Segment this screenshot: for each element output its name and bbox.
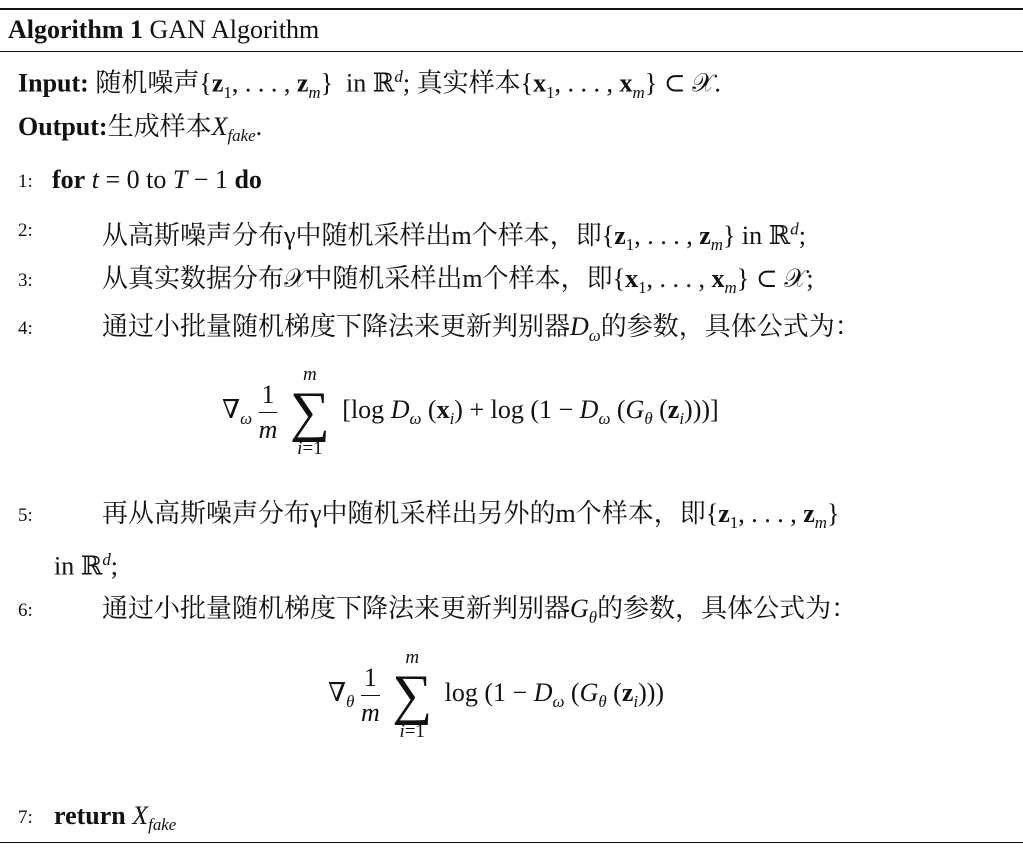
step-number: 6:	[18, 600, 33, 621]
step-suffix: 的参数，具体公式为：	[597, 594, 858, 623]
caption-rule	[0, 51, 1023, 52]
step-4: 4: 通过小批量随机梯度下降法来更新判别器$D_\omega$的参数，具体公式为：	[18, 312, 861, 346]
step-text: 从高斯噪声分布γ中随机采样出m个样本，即	[102, 220, 602, 250]
step-6: 6: 通过小批量随机梯度下降法来更新判别器$G_\theta$的参数，具体公式为：	[18, 594, 858, 628]
step-number: 4:	[18, 318, 33, 339]
formula-discriminator: $\nabla_\omega$ $\frac{1}{m}$ m ∑ i=1 [log $D_\omega$ $(x_i) + \log (1 - D_\omega$ ($G_\theta$ $(z_i)$))]	[222, 364, 719, 459]
top-rule	[0, 8, 1023, 10]
input-noise-text: 随机噪声	[95, 68, 200, 98]
algorithm-caption	[8, 14, 319, 46]
step-7: 7: return $X_{fake}$	[18, 801, 177, 835]
return-keyword: return	[54, 801, 126, 830]
input-label: Input:	[18, 68, 89, 98]
step-1: 1: for t = 0 to T − 1 do	[0, 164, 210, 196]
algorithm-label: Algorithm 1	[8, 15, 144, 44]
output-text: 生成样本	[107, 112, 212, 141]
step-text: 再从高斯噪声分布γ中随机采样出另外的m个样本，即	[102, 499, 706, 528]
step-number: 1:	[18, 171, 33, 192]
step-5-continued: in ℝ$^d$;	[54, 550, 119, 581]
input-line: Input: 随机噪声{$z_1$, . . . , $z_m$} in ℝ$^d$; 真实样本{$x_1$, . . . , $x_m$} ⊂ 𝒳.	[18, 67, 721, 102]
step-number: 7:	[18, 807, 33, 828]
step-text: 通过小批量随机梯度下降法来更新判别器	[102, 312, 571, 341]
output-label: Output:	[18, 112, 108, 141]
step-3: 3: 从真实数据分布𝒳中随机采样出m个样本，即{$x_1$, . . . , $x_m$} ⊂ 𝒳;	[18, 264, 814, 298]
step-text: 通过小批量随机梯度下降法来更新判别器	[102, 594, 571, 623]
bottom-rule	[0, 842, 1023, 843]
step-number: 3:	[18, 270, 33, 291]
step-2: 2: 从高斯噪声分布γ中随机采样出m个样本，即{$z_1$, . . . , $z_m$} in ℝ$^d$;	[0, 213, 704, 261]
input-real-text: 真实样本	[416, 68, 521, 98]
algorithm-title: GAN Algorithm	[149, 15, 320, 44]
step-5: 5: 再从高斯噪声分布γ中随机采样出另外的m个样本，即{$z_1$, . . . , $z_m$}	[18, 499, 840, 533]
output-line: Output:生成样本$X_{fake}$.	[18, 112, 263, 146]
step-text: 从真实数据分布𝒳中随机采样出m个样本，即	[102, 264, 613, 293]
formula-generator: $\nabla_\theta$ $\frac{1}{m}$ m ∑ i=1 $\log (1 - D_\omega$ ($G_\theta$ $(z_i)$))	[328, 647, 665, 742]
step-suffix: 的参数，具体公式为：	[600, 312, 861, 341]
step-number: 5:	[18, 505, 33, 526]
step-number: 2:	[18, 220, 33, 241]
